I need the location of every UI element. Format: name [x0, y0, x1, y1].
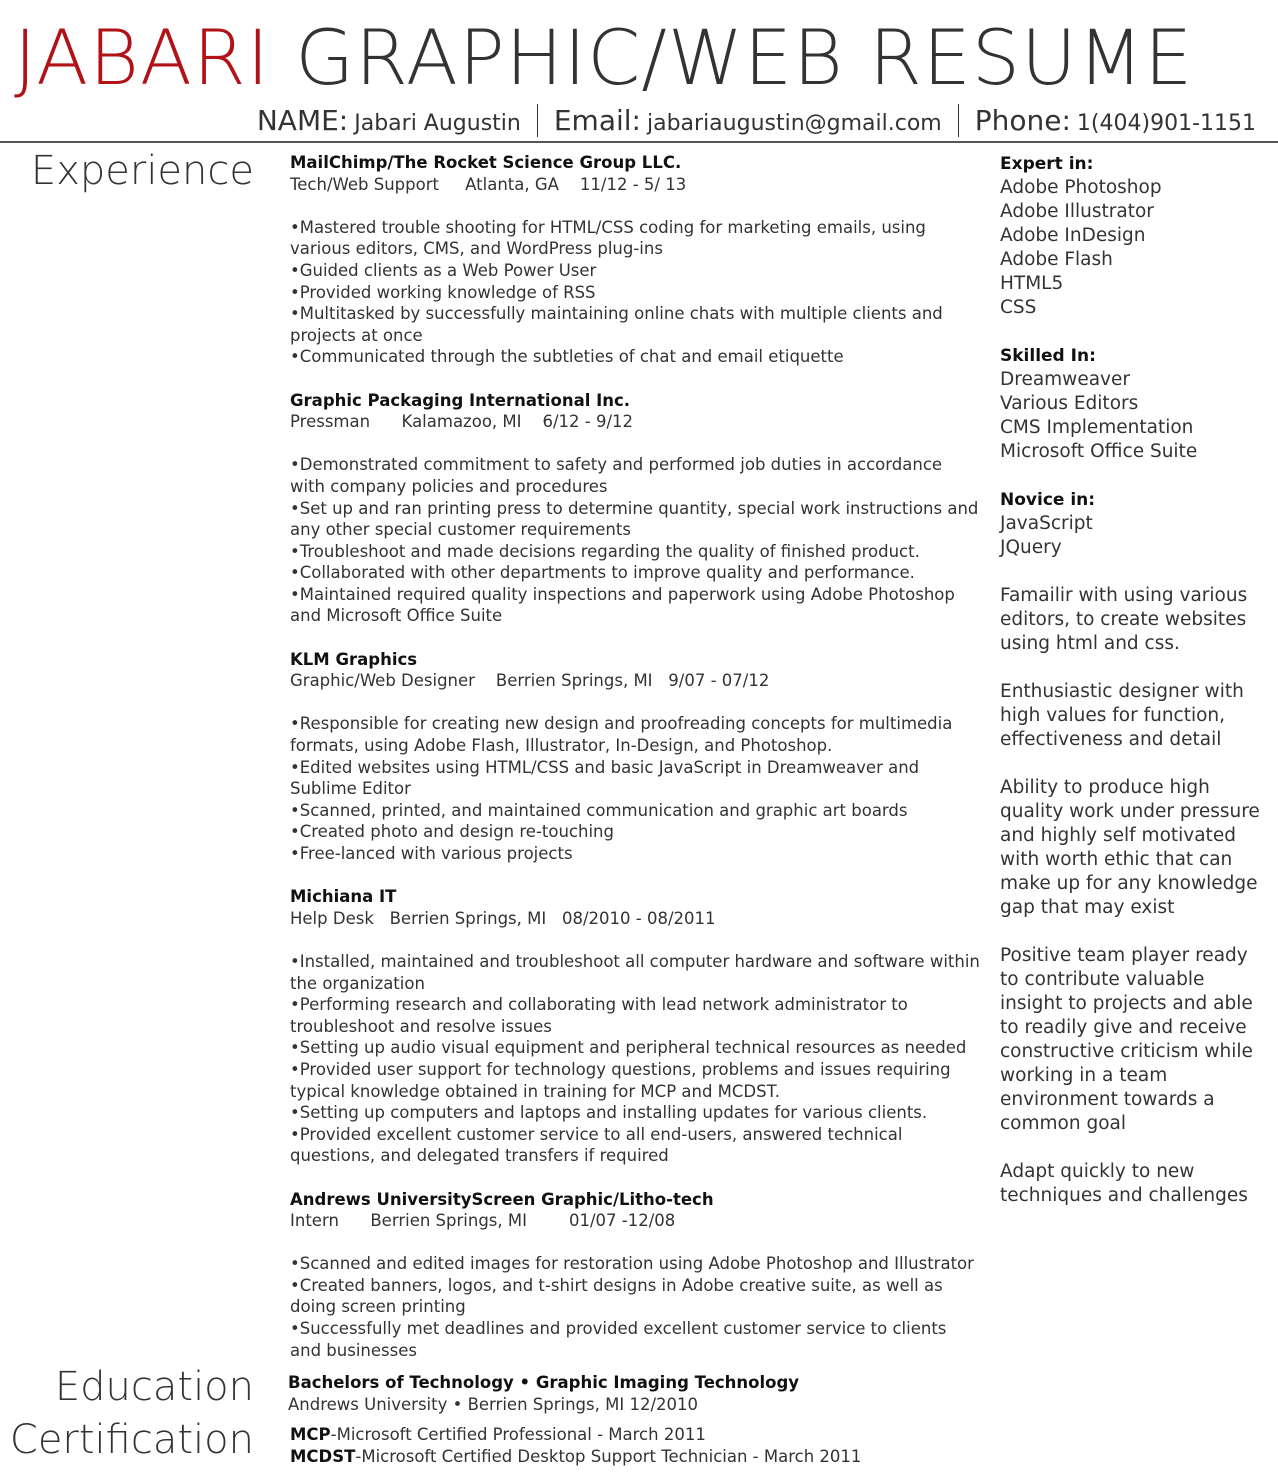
skill-item: Various Editors	[1000, 393, 1139, 414]
job-bullets	[290, 454, 980, 627]
summary-paragraph: Positive team player ready to contribute valuable insight to projects and able to readily give and receive constructive criticism while working in a team environment towards a common goal	[1000, 945, 1253, 1134]
job-bullet: •Communicated through the subtleties of chat and email etiquette	[290, 347, 844, 367]
job-bullet: •Scanned, printed, and maintained communication and graphic art boards	[290, 800, 908, 820]
summary-paragraph: Famailir with using various editors, to create websites using html and css.	[1000, 585, 1248, 654]
job-meta: Graphic/Web Designer Berrien Springs, MI 9/07 - 07/12	[290, 671, 770, 691]
job-company: Andrews UniversityScreen Graphic/Litho-tech	[290, 1189, 714, 1209]
job-bullets	[290, 713, 980, 864]
experience-list	[290, 152, 980, 1383]
job-bullet: •Guided clients as a Web Power User	[290, 260, 597, 280]
contact-label: Email:	[553, 103, 641, 137]
summary-paragraph: Adapt quickly to new techniques and challenges	[1000, 1161, 1248, 1206]
skills-column	[1000, 152, 1266, 1232]
summary-paragraph: Ability to produce high quality work under pressure and highly self motivated with worth ethic that can make up for any knowledge gap that may exist	[1000, 777, 1260, 918]
resume-title	[14, 8, 1193, 108]
section-heading-certification: Certification	[9, 1417, 254, 1463]
contact-name	[241, 104, 537, 137]
job-bullet: •Collaborated with other departments to improve quality and performance.	[290, 563, 915, 583]
skill-item: JavaScript	[1000, 513, 1093, 534]
job-bullet: •Created photo and design re-touching	[290, 822, 614, 842]
skill-item: Adobe Illustrator	[1000, 201, 1154, 222]
skill-item: Adobe Flash	[1000, 249, 1113, 270]
job-bullet: •Scanned and edited images for restoration using Adobe Photoshop and Illustrator	[290, 1254, 974, 1274]
skills-heading: Expert in:	[1000, 154, 1094, 174]
contact-bar	[241, 100, 1256, 140]
job-company: Michiana IT	[290, 887, 397, 907]
job-entry	[290, 649, 980, 865]
skill-item: CMS Implementation	[1000, 417, 1194, 438]
job-bullet: •Created banners, logos, and t-shirt designs in Adobe creative suite, as well as doing screen printing	[290, 1275, 943, 1317]
job-bullet: •Setting up audio visual equipment and peripheral technical resources as needed	[290, 1038, 967, 1058]
contact-value: jabariaugustin@gmail.com	[646, 110, 942, 136]
job-bullet: •Provided excellent customer service to all end-users, answered technical questions, and delegated transfers if required	[290, 1124, 903, 1166]
job-bullets	[290, 1253, 980, 1361]
title-rest: GRAPHIC/WEB RESUME	[270, 13, 1194, 102]
job-bullet: •Performing research and collaborating with lead network administrator to troubleshoot and resolve issues	[290, 995, 908, 1036]
contact-value: Jabari Augustin	[354, 110, 521, 136]
skills-heading: Novice in:	[1000, 490, 1096, 510]
certification-desc: -Microsoft Certified Professional - March 2011	[330, 1425, 706, 1444]
certification-code: MCP	[290, 1425, 331, 1444]
summary-list	[1000, 584, 1266, 1208]
contact-email	[537, 104, 958, 137]
education-school: Andrews University • Berrien Springs, MI 12/2010	[288, 1394, 698, 1414]
job-bullet: •Mastered trouble shooting for HTML/CSS coding for marketing emails, using various editors, CMS, and WordPress plug-ins	[290, 217, 926, 259]
job-bullet: •Set up and ran printing press to determine quantity, special work instructions and any other special customer requirements	[290, 498, 979, 540]
job-bullet: •Provided working knowledge of RSS	[290, 282, 596, 302]
skills-novice	[1000, 488, 1266, 560]
job-meta: Pressman Kalamazoo, MI 6/12 - 9/12	[290, 412, 634, 432]
job-bullet: •Responsible for creating new design and proofreading concepts for multimedia formats, using Adobe Flash, Illustrator, In-Design, and Photoshop.	[290, 714, 953, 756]
contact-phone	[958, 104, 1256, 137]
job-bullet: •Demonstrated commitment to safety and performed job duties in accordance with company policies and procedures	[290, 455, 943, 496]
skill-item: Adobe InDesign	[1000, 225, 1146, 246]
contact-label: Phone:	[974, 103, 1071, 137]
job-company: MailChimp/The Rocket Science Group LLC.	[290, 153, 682, 172]
job-entry	[290, 390, 980, 628]
contact-value: 1(404)901-1151	[1076, 110, 1256, 136]
job-bullet: •Provided user support for technology questions, problems and issues requiring typical knowledge obtained in training for MCP and MCDST.	[290, 1059, 951, 1101]
skill-item: JQuery	[1000, 537, 1062, 558]
certification-desc: -Microsoft Certified Desktop Support Technician - March 2011	[355, 1446, 862, 1466]
skills-expert	[1000, 152, 1266, 320]
job-meta: Intern Berrien Springs, MI 01/07 -12/08	[290, 1211, 676, 1231]
job-bullet: •Troubleshoot and made decisions regarding the quality of finished product.	[290, 541, 920, 561]
job-bullet: •Free-lanced with various projects	[290, 844, 573, 863]
skills-heading: Skilled In:	[1000, 346, 1096, 366]
contact-label: NAME:	[256, 103, 349, 137]
title-first-name: JABARI	[14, 13, 271, 102]
summary-paragraph: Enthusiastic designer with high values for function, effectiveness and detail	[1000, 681, 1244, 750]
job-bullet: •Successfully met deadlines and provided excellent customer service to clients and businesses	[290, 1319, 947, 1360]
skill-item: Microsoft Office Suite	[1000, 441, 1198, 462]
job-bullet: •Maintained required quality inspections and paperwork using Adobe Photoshop and Microsoft Office Suite	[290, 584, 955, 626]
job-company: KLM Graphics	[290, 649, 418, 669]
skill-item: Adobe Photoshop	[1000, 177, 1162, 198]
section-heading-education: Education	[54, 1364, 254, 1410]
header-divider	[0, 141, 1278, 143]
job-meta: Help Desk Berrien Springs, MI 08/2010 - 08/2011	[290, 908, 716, 928]
job-bullet: •Multitasked by successfully maintaining online chats with multiple clients and projects at once	[290, 304, 943, 345]
skill-item: Dreamweaver	[1000, 369, 1130, 390]
job-company: Graphic Packaging International Inc.	[290, 390, 631, 410]
job-entry	[290, 886, 980, 1167]
certification-code: MCDST	[290, 1446, 356, 1466]
job-entry	[290, 152, 980, 368]
certification-item	[290, 1446, 1090, 1468]
job-bullet: •Edited websites using HTML/CSS and basic JavaScript in Dreamweaver and Sublime Editor	[290, 757, 920, 799]
skill-item: CSS	[1000, 297, 1037, 318]
section-heading-experience: Experience	[30, 148, 254, 194]
job-meta: Tech/Web Support Atlanta, GA 11/12 - 5/ 13	[290, 174, 687, 194]
education-entry	[288, 1372, 988, 1415]
skill-item: HTML5	[1000, 273, 1064, 294]
education-degree: Bachelors of Technology • Graphic Imaging Technology	[288, 1373, 800, 1392]
skills-skilled	[1000, 344, 1266, 464]
job-bullets	[290, 951, 980, 1167]
certification-list	[290, 1424, 1090, 1467]
certification-item	[290, 1424, 1090, 1446]
job-bullet: •Setting up computers and laptops and installing updates for various clients.	[290, 1103, 928, 1123]
job-bullet: •Installed, maintained and troubleshoot all computer hardware and software within the organization	[290, 951, 980, 993]
job-bullets	[290, 217, 980, 368]
job-entry	[290, 1189, 980, 1362]
